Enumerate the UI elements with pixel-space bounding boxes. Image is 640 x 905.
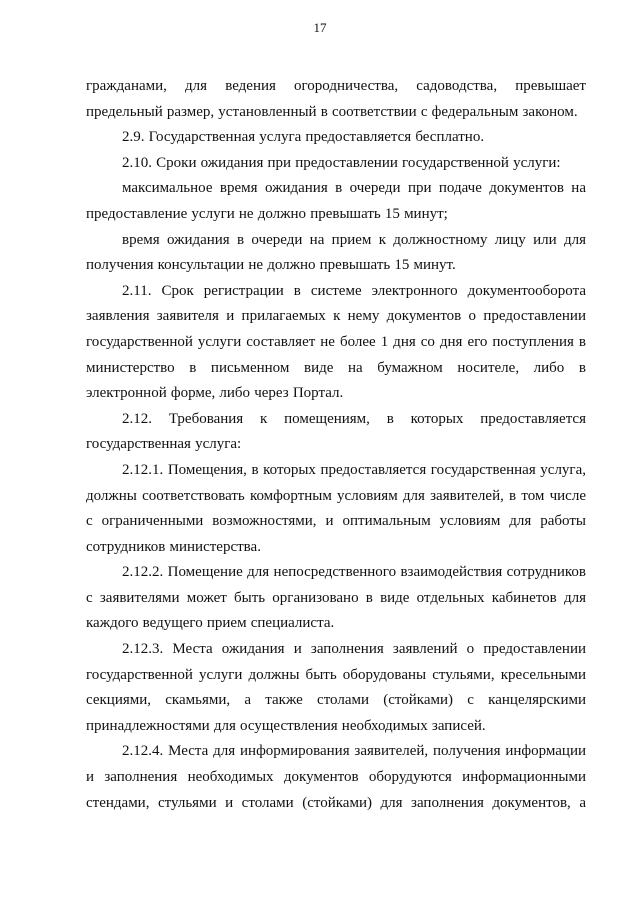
paragraph-reception-wait: время ожидания в очереди на прием к должностному лицу или для получения консультации не должно превышать 15 минут. xyxy=(86,231,586,274)
paragraph-land-size: гражданами, для ведения огородничества, садоводства, превышает предельный размер, установленный в соответствии с федеральным законом. xyxy=(86,78,586,120)
page-number: 17 xyxy=(313,20,327,35)
paragraph-2-12-3: 2.12.3. Места ожидания и заполнения заявлений о предоставлении государственной услуги должны быть оборудованы стульями, кресельными секциями, скамьями, а также столами (стойками) с канцелярскими принадлежностями для осуществления необходимых записей. xyxy=(86,641,586,734)
paragraph-max-wait: максимальное время ожидания в очереди при подаче документов на предоставление услуги не должно превышать 15 минут; xyxy=(86,180,586,222)
paragraph-2-12-4: 2.12.4. Места для информирования заявителей, получения информации и заполнения необходимых документов оборудуются информационными стендами, стульями и столами (стойками) для заполнения документов, а xyxy=(86,743,586,811)
document-body xyxy=(86,74,586,816)
paragraph-2-9: 2.9. Государственная услуга предоставляется бесплатно. xyxy=(122,129,485,146)
paragraph-2-11: 2.11. Срок регистрации в системе электронного документооборота заявления заявителя и прилагаемых к нему документов о предоставлении государственной услуги составляет не более 1 дня со дня его поступления в министерство в письменном виде на бумажном носителе, либо в электронной форме, либо через Портал. xyxy=(86,282,586,402)
paragraph-2-12: 2.12. Требования к помещениям, в которых предоставляется государственная услуга: xyxy=(86,410,586,453)
paragraph-2-12-1: 2.12.1. Помещения, в которых предоставляется государственная услуга, должны соответствовать комфортным условиям для заявителей, в том числе с ограниченными возможностями, и оптимальным условиям для работы сотрудников министерства. xyxy=(86,461,586,555)
paragraph-2-12-2: 2.12.2. Помещение для непосредственного взаимодействия сотрудников с заявителями может быть организовано в виде отдельных кабинетов для каждого ведущего прием специалиста. xyxy=(86,564,586,632)
paragraph-2-10: 2.10. Сроки ожидания при предоставлении государственной услуги: xyxy=(122,154,561,171)
